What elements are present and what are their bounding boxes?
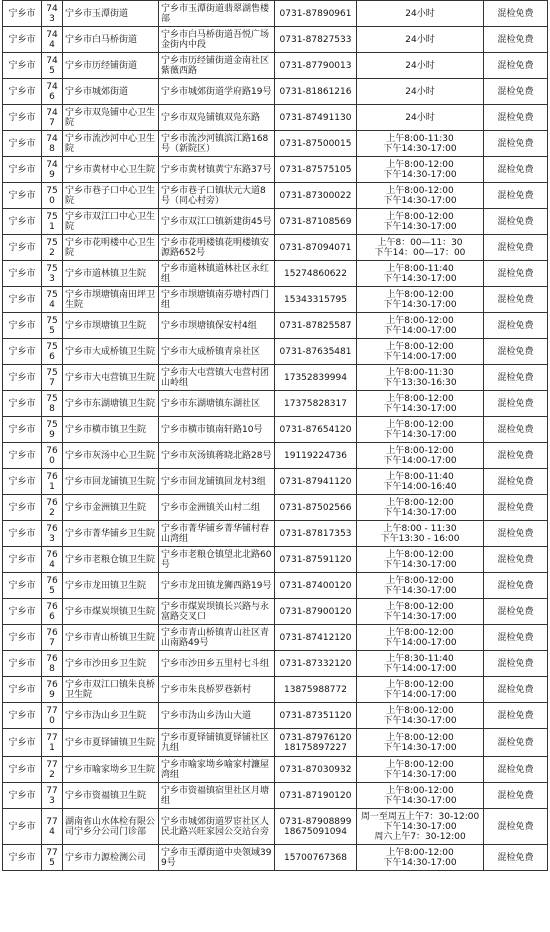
number-cell: 763 [42,521,63,547]
hours-cell: 24小时 [357,105,484,131]
phone-cell: 0731-87654120 [275,417,357,443]
phone-cell: 0731-87976120 18175897227 [275,729,357,757]
fee-cell: 混检免费 [484,183,548,209]
city-cell: 宁乡市 [3,235,42,261]
address-cell: 宁乡市朱良桥罗巷新村 [159,677,275,703]
number-cell: 768 [42,651,63,677]
address-cell: 宁乡市沙田乡五里村七斗组 [159,651,275,677]
site-name-cell: 湖南省山水体检有限公司宁乡分公司门诊部 [63,809,159,845]
number-cell: 764 [42,547,63,573]
hours-cell: 上午8:00-12:00 下午14:30-17:00 [357,209,484,235]
table-row [3,651,548,677]
address-cell: 宁乡市菁华铺乡菁华铺村春山湾组 [159,521,275,547]
phone-cell: 0731-87491130 [275,105,357,131]
table-row [3,417,548,443]
site-name-cell: 宁乡市坝塘镇卫生院 [63,313,159,339]
table-row [3,79,548,105]
site-name-cell: 宁乡市喻家坳乡卫生院 [63,757,159,783]
phone-cell: 19119224736 [275,443,357,469]
hours-cell: 上午8:00-11:30 下午14:30-17:00 [357,131,484,157]
address-cell: 宁乡市白马桥街道吾悦广场金街内中段 [159,27,275,53]
phone-cell: 15343315795 [275,287,357,313]
fee-cell: 混检免费 [484,339,548,365]
address-cell: 宁乡市喻家坳乡喻家村濂屋湾组 [159,757,275,783]
table-row [3,599,548,625]
address-cell: 宁乡市资福镇宿里社区月塘组 [159,783,275,809]
site-name-cell: 宁乡市横市镇卫生院 [63,417,159,443]
city-cell: 宁乡市 [3,443,42,469]
phone-cell: 0731-87094071 [275,235,357,261]
table-row [3,625,548,651]
site-name-cell: 宁乡市青山桥镇卫生院 [63,625,159,651]
city-cell: 宁乡市 [3,27,42,53]
address-cell: 宁乡市双凫铺镇双凫东路 [159,105,275,131]
phone-cell: 0731-87300022 [275,183,357,209]
phone-cell: 0731-87790013 [275,53,357,79]
phone-cell: 0731-87412120 [275,625,357,651]
number-cell: 758 [42,391,63,417]
phone-cell: 0731-87332120 [275,651,357,677]
hours-cell: 上午8:00-12:00 下午14:00-17:00 [357,339,484,365]
number-cell: 746 [42,79,63,105]
address-cell: 宁乡市黄材镇黄宁东路37号 [159,157,275,183]
city-cell: 宁乡市 [3,105,42,131]
phone-cell: 0731-87591120 [275,547,357,573]
hours-cell: 上午8:00-11:30 下午13:30-16:30 [357,365,484,391]
hours-cell: 上午8:30-11:40 下午14:00-17:00 [357,651,484,677]
fee-cell: 混检免费 [484,703,548,729]
site-name-cell: 宁乡市大成桥镇卫生院 [63,339,159,365]
number-cell: 770 [42,703,63,729]
address-cell: 宁乡市回龙铺镇回龙村3组 [159,469,275,495]
city-cell: 宁乡市 [3,209,42,235]
number-cell: 759 [42,417,63,443]
phone-cell: 0731-81861216 [275,79,357,105]
city-cell: 宁乡市 [3,1,42,27]
table-row [3,573,548,599]
fee-cell: 混检免费 [484,209,548,235]
site-name-cell: 宁乡市煤炭坝镇卫生院 [63,599,159,625]
hours-cell: 周一至周五上午7：30-12:00 下午14:30-17:00 周六上午7：30-12:00 [357,809,484,845]
site-name-cell: 宁乡市巷子口中心卫生院 [63,183,159,209]
city-cell: 宁乡市 [3,417,42,443]
city-cell: 宁乡市 [3,313,42,339]
site-name-cell: 宁乡市坝塘镇南田坪卫生院 [63,287,159,313]
city-cell: 宁乡市 [3,625,42,651]
phone-cell: 0731-87635481 [275,339,357,365]
address-cell: 宁乡市横市镇南轩路10号 [159,417,275,443]
city-cell: 宁乡市 [3,729,42,757]
site-name-cell: 宁乡市花明楼中心卫生院 [63,235,159,261]
hours-cell: 上午8：00—11：30 下午14：00—17：00 [357,235,484,261]
address-cell: 宁乡市城郊街道罗宦社区人民北路兴旺家园公交站台旁 [159,809,275,845]
phone-cell: 0731-87400120 [275,573,357,599]
site-name-cell: 宁乡市灰汤中心卫生院 [63,443,159,469]
address-cell: 宁乡市坝塘镇保安村4组 [159,313,275,339]
city-cell: 宁乡市 [3,703,42,729]
fee-cell: 混检免费 [484,521,548,547]
address-cell: 宁乡市玉潭街道中央领域399号 [159,845,275,871]
number-cell: 745 [42,53,63,79]
address-cell: 宁乡市城郊街道学府路19号 [159,79,275,105]
address-cell: 宁乡市煤炭坝镇长兴路与永富路交叉口 [159,599,275,625]
fee-cell: 混检免费 [484,651,548,677]
table-row [3,729,548,757]
fee-cell: 混检免费 [484,131,548,157]
site-name-cell: 宁乡市老粮仓镇卫生院 [63,547,159,573]
number-cell: 755 [42,313,63,339]
city-cell: 宁乡市 [3,261,42,287]
hours-cell: 上午8:00-11:40 下午14:30-17:00 [357,261,484,287]
phone-cell: 0731-87500015 [275,131,357,157]
phone-cell: 0731-87502566 [275,495,357,521]
address-cell: 宁乡市龙田镇龙狮西路19号 [159,573,275,599]
site-name-cell: 宁乡市双凫铺中心卫生院 [63,105,159,131]
table-row [3,209,548,235]
hours-cell: 上午8:00-12:00 下午14:30-17:00 [357,845,484,871]
hours-cell: 上午8:00-12:00 下午14:30-17:00 [357,417,484,443]
site-name-cell: 宁乡市夏铎铺镇卫生院 [63,729,159,757]
hours-cell: 24小时 [357,79,484,105]
hours-cell: 24小时 [357,53,484,79]
table-row [3,1,548,27]
city-cell: 宁乡市 [3,573,42,599]
fee-cell: 混检免费 [484,235,548,261]
site-name-cell: 宁乡市白马桥街道 [63,27,159,53]
phone-cell: 0731-87908899 18675091094 [275,809,357,845]
hours-cell: 上午8:00-12:00 下午14:30-17:00 [357,599,484,625]
address-cell: 宁乡市双江口镇新建街45号 [159,209,275,235]
phone-cell: 0731-87825587 [275,313,357,339]
hours-cell: 上午8:00-12:00 下午14:30-17:00 [357,757,484,783]
city-cell: 宁乡市 [3,495,42,521]
number-cell: 756 [42,339,63,365]
table-row [3,783,548,809]
city-cell: 宁乡市 [3,469,42,495]
site-name-cell: 宁乡市双江口镇朱良桥卫生院 [63,677,159,703]
hours-cell: 上午8:00-11:40 下午14:00-16:40 [357,469,484,495]
number-cell: 751 [42,209,63,235]
hours-cell: 上午8:00-12:00 下午14:30-17:00 [357,729,484,757]
table-row [3,157,548,183]
number-cell: 771 [42,729,63,757]
number-cell: 760 [42,443,63,469]
number-cell: 749 [42,157,63,183]
table-row [3,391,548,417]
hours-cell: 上午8:00-12:00 下午14:30-17:00 [357,183,484,209]
site-name-cell: 宁乡市城郊街道 [63,79,159,105]
address-cell: 宁乡市金洲镇关山村二组 [159,495,275,521]
phone-cell: 0731-87890961 [275,1,357,27]
fee-cell: 混检免费 [484,53,548,79]
fee-cell: 混检免费 [484,599,548,625]
table-row [3,443,548,469]
table-row [3,287,548,313]
hours-cell: 上午8:00-12:00 下午14:30-17:00 [357,157,484,183]
city-cell: 宁乡市 [3,783,42,809]
fee-cell: 混检免费 [484,79,548,105]
number-cell: 747 [42,105,63,131]
table-row [3,131,548,157]
table-row [3,845,548,871]
table-row [3,261,548,287]
fee-cell: 混检免费 [484,573,548,599]
phone-cell: 0731-87030932 [275,757,357,783]
city-cell: 宁乡市 [3,183,42,209]
fee-cell: 混检免费 [484,261,548,287]
hours-cell: 上午8:00-12:00 下午14:00-17:00 [357,313,484,339]
number-cell: 773 [42,783,63,809]
phone-cell: 0731-87900120 [275,599,357,625]
hours-cell: 24小时 [357,27,484,53]
phone-cell: 17352839994 [275,365,357,391]
table-row [3,183,548,209]
phone-cell: 0731-87190120 [275,783,357,809]
number-cell: 767 [42,625,63,651]
address-cell: 宁乡市花明楼镇花明楼镇安源路652号 [159,235,275,261]
hours-cell: 上午8:00-12:00 下午14:30-17:00 [357,287,484,313]
city-cell: 宁乡市 [3,809,42,845]
hours-cell: 上午8:00 - 11:30 下午13:30 - 16:00 [357,521,484,547]
city-cell: 宁乡市 [3,53,42,79]
site-name-cell: 宁乡市沩山乡卫生院 [63,703,159,729]
address-cell: 宁乡市夏铎铺镇夏铎铺社区九组 [159,729,275,757]
table-row [3,27,548,53]
site-name-cell: 宁乡市黄材中心卫生院 [63,157,159,183]
hours-cell: 上午8:00-12:00 下午14:00-17:00 [357,625,484,651]
hours-cell: 上午8:00-12:00 下午14:30-17:00 [357,703,484,729]
city-cell: 宁乡市 [3,339,42,365]
table-row [3,809,548,845]
city-cell: 宁乡市 [3,547,42,573]
address-cell: 宁乡市巷子口镇状元大道8号（同心村旁） [159,183,275,209]
address-cell: 宁乡市道林镇道林社区永红组 [159,261,275,287]
table-row [3,521,548,547]
table-row [3,703,548,729]
fee-cell: 混检免费 [484,757,548,783]
number-cell: 762 [42,495,63,521]
number-cell: 753 [42,261,63,287]
table-row [3,469,548,495]
phone-cell: 0731-87108569 [275,209,357,235]
table-row [3,235,548,261]
site-name-cell: 宁乡市沙田乡卫生院 [63,651,159,677]
address-cell: 宁乡市历经铺街道金南社区紫薇西路 [159,53,275,79]
fee-cell: 混检免费 [484,729,548,757]
phone-cell: 17375828317 [275,391,357,417]
number-cell: 769 [42,677,63,703]
fee-cell: 混检免费 [484,809,548,845]
city-cell: 宁乡市 [3,131,42,157]
site-name-cell: 宁乡市双江口中心卫生院 [63,209,159,235]
hours-cell: 上午8:00-12:00 下午14:30-17:00 [357,391,484,417]
address-cell: 宁乡市青山桥镇青山社区青山南路49号 [159,625,275,651]
number-cell: 765 [42,573,63,599]
city-cell: 宁乡市 [3,521,42,547]
hours-cell: 上午8:00-12:00 下午14:30-17:00 [357,547,484,573]
number-cell: 766 [42,599,63,625]
hours-cell: 24小时 [357,1,484,27]
number-cell: 754 [42,287,63,313]
table-row [3,365,548,391]
site-name-cell: 宁乡市流沙河中心卫生院 [63,131,159,157]
city-cell: 宁乡市 [3,391,42,417]
fee-cell: 混检免费 [484,495,548,521]
fee-cell: 混检免费 [484,625,548,651]
table-row [3,313,548,339]
phone-cell: 13875988772 [275,677,357,703]
table-row [3,339,548,365]
hours-cell: 上午8:00-12:00 下午14:30-17:00 [357,573,484,599]
city-cell: 宁乡市 [3,677,42,703]
fee-cell: 混检免费 [484,469,548,495]
city-cell: 宁乡市 [3,651,42,677]
fee-cell: 混检免费 [484,287,548,313]
fee-cell: 混检免费 [484,417,548,443]
fee-cell: 混检免费 [484,157,548,183]
address-cell: 宁乡市沩山乡沩山大道 [159,703,275,729]
address-cell: 宁乡市东湖塘镇东湖社区 [159,391,275,417]
city-cell: 宁乡市 [3,365,42,391]
city-cell: 宁乡市 [3,157,42,183]
phone-cell: 15274860622 [275,261,357,287]
fee-cell: 混检免费 [484,365,548,391]
number-cell: 752 [42,235,63,261]
address-cell: 宁乡市灰汤镇蒋晓北路28号 [159,443,275,469]
site-name-cell: 宁乡市菁华铺乡卫生院 [63,521,159,547]
fee-cell: 混检免费 [484,105,548,131]
site-name-cell: 宁乡市金洲镇卫生院 [63,495,159,521]
fee-cell: 混检免费 [484,677,548,703]
number-cell: 748 [42,131,63,157]
number-cell: 750 [42,183,63,209]
city-cell: 宁乡市 [3,599,42,625]
site-name-cell: 宁乡市大屯营镇卫生院 [63,365,159,391]
hours-cell: 上午8:00-12:00 下午14:30-17:00 [357,783,484,809]
address-cell: 宁乡市大成桥镇青泉社区 [159,339,275,365]
testing-sites-table [2,0,548,871]
site-name-cell: 宁乡市历经铺街道 [63,53,159,79]
address-cell: 宁乡市流沙河镇滨江路168号（新院区） [159,131,275,157]
hours-cell: 上午8:00-12:00 下午14:00-17:00 [357,677,484,703]
fee-cell: 混检免费 [484,391,548,417]
city-cell: 宁乡市 [3,757,42,783]
city-cell: 宁乡市 [3,845,42,871]
site-name-cell: 宁乡市力源检测公司 [63,845,159,871]
phone-cell: 15700767368 [275,845,357,871]
site-name-cell: 宁乡市回龙铺镇卫生院 [63,469,159,495]
address-cell: 宁乡市坝塘镇南芬塘村西门组 [159,287,275,313]
number-cell: 744 [42,27,63,53]
address-cell: 宁乡市老粮仓镇望北北路60号 [159,547,275,573]
fee-cell: 混检免费 [484,443,548,469]
address-cell: 宁乡市玉潭街道翡翠湖售楼部 [159,1,275,27]
table-row [3,757,548,783]
number-cell: 761 [42,469,63,495]
phone-cell: 0731-87351120 [275,703,357,729]
fee-cell: 混检免费 [484,783,548,809]
city-cell: 宁乡市 [3,287,42,313]
hours-cell: 上午8:00-12:00 下午14:30-17:00 [357,495,484,521]
city-cell: 宁乡市 [3,79,42,105]
phone-cell: 0731-87941120 [275,469,357,495]
number-cell: 757 [42,365,63,391]
table-row [3,495,548,521]
number-cell: 772 [42,757,63,783]
fee-cell: 混检免费 [484,313,548,339]
number-cell: 775 [42,845,63,871]
address-cell: 宁乡市大屯营镇大屯营村团山岭组 [159,365,275,391]
site-name-cell: 宁乡市龙田镇卫生院 [63,573,159,599]
site-name-cell: 宁乡市玉潭街道 [63,1,159,27]
fee-cell: 混检免费 [484,27,548,53]
number-cell: 743 [42,1,63,27]
phone-cell: 0731-87827533 [275,27,357,53]
phone-cell: 0731-87817353 [275,521,357,547]
site-name-cell: 宁乡市资福镇卫生院 [63,783,159,809]
site-name-cell: 宁乡市东湖塘镇卫生院 [63,391,159,417]
table-row [3,547,548,573]
table-row [3,105,548,131]
fee-cell: 混检免费 [484,547,548,573]
table-row [3,53,548,79]
site-name-cell: 宁乡市道林镇卫生院 [63,261,159,287]
fee-cell: 混检免费 [484,1,548,27]
number-cell: 774 [42,809,63,845]
table-row [3,677,548,703]
fee-cell: 混检免费 [484,845,548,871]
hours-cell: 上午8:00-12:00 下午14:00-17:00 [357,443,484,469]
phone-cell: 0731-87575105 [275,157,357,183]
